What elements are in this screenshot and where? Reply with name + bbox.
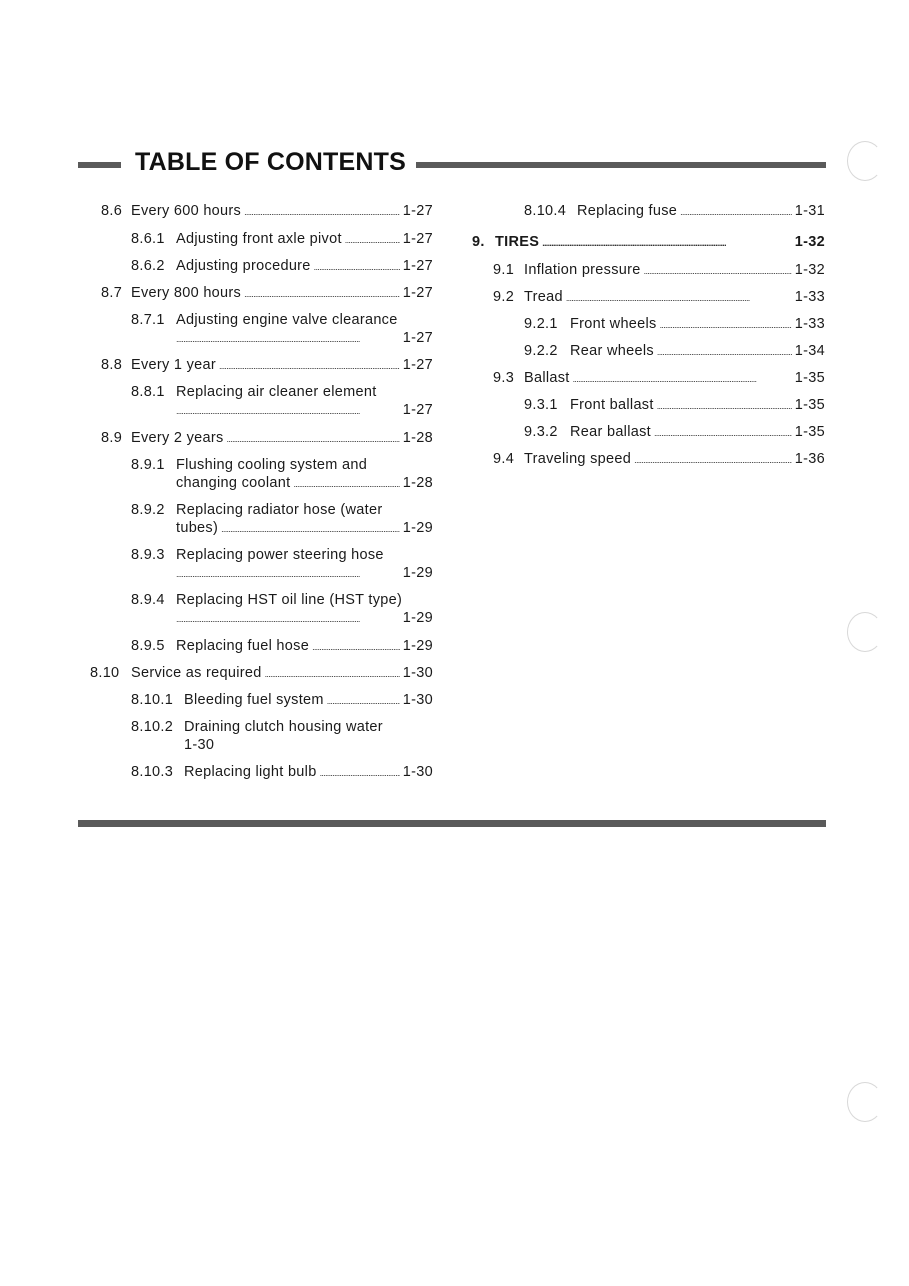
toc-page: 1-27 — [402, 258, 433, 274]
toc-number: 8.10.3 — [131, 764, 174, 780]
toc-title-continued: tubes) — [176, 520, 219, 536]
toc-number: 8.10.2 — [131, 719, 174, 735]
toc-number: 9.1 — [493, 262, 515, 278]
toc-title: Replacing HST oil line (HST type) — [176, 592, 403, 608]
toc-number: 8.8.1 — [131, 384, 165, 400]
toc-entry-8-10-1[interactable] — [88, 691, 433, 709]
toc-page: 1-27 — [402, 203, 433, 219]
toc-number: 9. — [472, 234, 485, 250]
toc-title: Replacing radiator hose (water — [176, 502, 383, 518]
toc-page: 1-32 — [794, 234, 825, 250]
toc-page: 1-34 — [794, 343, 825, 359]
toc-title: Rear wheels — [570, 343, 654, 359]
toc-entry-8-10-2[interactable] — [88, 718, 433, 754]
toc-entry-9-3-2[interactable] — [478, 423, 825, 441]
toc-title: Replacing air cleaner element — [176, 384, 377, 400]
toc-number: 9.2 — [493, 289, 515, 305]
binder-hole-icon — [847, 612, 883, 652]
toc-entry-8-6[interactable] — [88, 202, 433, 220]
toc-page: 1-28 — [402, 430, 433, 446]
toc-page: 1-30 — [184, 737, 215, 753]
toc-leader — [644, 261, 792, 280]
toc-page: 1-30 — [402, 764, 433, 780]
binder-hole-icon — [847, 141, 883, 181]
header-rule-left — [78, 162, 121, 168]
toc-number: 9.4 — [493, 451, 515, 467]
toc-title: Draining clutch housing water — [184, 719, 383, 735]
toc-title: Ballast — [524, 370, 570, 386]
toc-page: 1-33 — [794, 289, 825, 305]
toc-leader — [227, 429, 400, 448]
toc-title: Replacing power steering hose — [176, 547, 384, 563]
toc-number: 8.10.1 — [131, 692, 174, 708]
toc-title: Tread — [524, 289, 563, 305]
toc-leader — [176, 329, 400, 348]
toc-entry-8-6-1[interactable] — [88, 230, 433, 248]
toc-entry-8-6-2[interactable] — [88, 257, 433, 275]
toc-entry-9-2-1[interactable] — [478, 315, 825, 333]
toc-title: Front ballast — [570, 397, 654, 413]
toc-title: Traveling speed — [524, 451, 632, 467]
toc-leader — [293, 474, 399, 493]
toc-number: 8.9.4 — [131, 592, 165, 608]
header-rule-right — [416, 162, 826, 168]
toc-leader — [265, 664, 400, 683]
toc-leader — [221, 519, 400, 538]
toc-header — [78, 148, 826, 182]
toc-page: 1-28 — [402, 475, 433, 491]
toc-leader — [320, 763, 400, 782]
toc-entry-9[interactable] — [472, 233, 825, 251]
toc-leader — [660, 315, 792, 334]
toc-title: Every 1 year — [131, 357, 216, 373]
toc-title: Rear ballast — [570, 424, 651, 440]
toc-title: Every 2 years — [131, 430, 224, 446]
toc-page: 1-35 — [794, 370, 825, 386]
toc-entry-9-3[interactable] — [478, 369, 825, 387]
toc-entry-8-8-1[interactable] — [88, 383, 433, 419]
toc-entry-8-9[interactable] — [88, 429, 433, 447]
toc-title: Bleeding fuel system — [184, 692, 324, 708]
toc-number: 8.7.1 — [131, 312, 165, 328]
toc-entry-8-9-1[interactable] — [88, 456, 433, 492]
toc-leader — [176, 564, 400, 583]
toc-entry-8-7-1[interactable] — [88, 311, 433, 347]
toc-entry-9-2[interactable] — [478, 288, 825, 306]
toc-entry-8-10-3[interactable] — [88, 763, 433, 781]
toc-entry-9-1[interactable] — [478, 261, 825, 279]
toc-entry-8-10-4[interactable] — [478, 202, 825, 220]
toc-title: Every 600 hours — [131, 203, 242, 219]
toc-title: Every 800 hours — [131, 285, 242, 301]
toc-leader — [219, 356, 400, 375]
toc-page: 1-36 — [794, 451, 825, 467]
toc-page: 1-32 — [794, 262, 825, 278]
toc-number: 8.8 — [101, 357, 123, 373]
toc-number: 9.2.2 — [524, 343, 558, 359]
toc-page: 1-35 — [794, 397, 825, 413]
toc-number: 8.6 — [101, 203, 123, 219]
toc-leader — [542, 233, 792, 252]
toc-page: 1-30 — [402, 692, 433, 708]
toc-leader — [566, 288, 792, 307]
toc-number: 9.2.1 — [524, 316, 558, 332]
toc-title: Adjusting procedure — [176, 258, 311, 274]
toc-entry-8-9-2[interactable] — [88, 501, 433, 537]
toc-entry-9-3-1[interactable] — [478, 396, 825, 414]
toc-number: 8.9.1 — [131, 457, 165, 473]
toc-leader — [680, 202, 792, 221]
toc-number: 8.10.4 — [524, 203, 567, 219]
toc-number: 8.10 — [90, 665, 120, 681]
toc-entry-8-8[interactable] — [88, 356, 433, 374]
toc-title: TIRES — [495, 234, 540, 250]
toc-title: Flushing cooling system and — [176, 457, 368, 473]
toc-page: 1-29 — [402, 610, 433, 626]
toc-leader — [634, 450, 792, 469]
toc-number: 9.3 — [493, 370, 515, 386]
toc-page: 1-31 — [794, 203, 825, 219]
toc-page: 1-33 — [794, 316, 825, 332]
toc-page: 1-27 — [402, 357, 433, 373]
toc-page: 1-27 — [402, 402, 433, 418]
toc-number: 8.9.5 — [131, 638, 165, 654]
toc-number: 8.6.1 — [131, 231, 165, 247]
toc-number: 8.9.3 — [131, 547, 165, 563]
toc-leader — [573, 369, 792, 388]
toc-number: 9.3.2 — [524, 424, 558, 440]
toc-page: 1-29 — [402, 638, 433, 654]
toc-number: 9.3.1 — [524, 397, 558, 413]
toc-page: 1-27 — [402, 231, 433, 247]
toc-leader — [176, 609, 400, 628]
toc-leader — [244, 284, 400, 303]
toc-title: Adjusting engine valve clearance — [176, 312, 398, 328]
toc-title: Service as required — [131, 665, 262, 681]
toc-leader — [312, 637, 400, 656]
toc-title: Replacing fuel hose — [176, 638, 310, 654]
toc-title: Inflation pressure — [524, 262, 641, 278]
toc-entry-9-4[interactable] — [478, 450, 825, 468]
toc-title: Front wheels — [570, 316, 657, 332]
toc-leader — [327, 691, 400, 710]
toc-page: 1-29 — [402, 520, 433, 536]
toc-page: 1-27 — [402, 330, 433, 346]
toc-entry-9-2-2[interactable] — [478, 342, 825, 360]
toc-leader — [176, 401, 400, 420]
toc-page: 1-30 — [402, 665, 433, 681]
toc-leader — [244, 202, 400, 221]
toc-entry-8-9-5[interactable] — [88, 637, 433, 655]
toc-number: 8.6.2 — [131, 258, 165, 274]
toc-title: Adjusting front axle pivot — [176, 231, 342, 247]
toc-page: 1-29 — [402, 565, 433, 581]
toc-title: Replacing light bulb — [184, 764, 317, 780]
toc-entry-8-10[interactable] — [88, 664, 433, 682]
toc-entry-8-7[interactable] — [88, 284, 433, 302]
toc-leader — [314, 257, 400, 276]
page-title: TABLE OF CONTENTS — [135, 148, 406, 176]
binder-hole-icon — [847, 1082, 883, 1122]
footer-rule — [78, 820, 826, 827]
toc-number: 8.7 — [101, 285, 123, 301]
toc-leader — [657, 396, 792, 415]
toc-entry-8-9-4[interactable] — [88, 591, 433, 627]
toc-page: 1-27 — [402, 285, 433, 301]
toc-number: 8.9.2 — [131, 502, 165, 518]
toc-title: Replacing fuse — [577, 203, 678, 219]
toc-leader — [654, 423, 792, 442]
toc-number: 8.9 — [101, 430, 123, 446]
toc-leader — [345, 230, 400, 249]
toc-entry-8-9-3[interactable] — [88, 546, 433, 582]
toc-leader — [657, 342, 792, 361]
toc-title-continued: changing coolant — [176, 475, 291, 491]
toc-page: 1-35 — [794, 424, 825, 440]
